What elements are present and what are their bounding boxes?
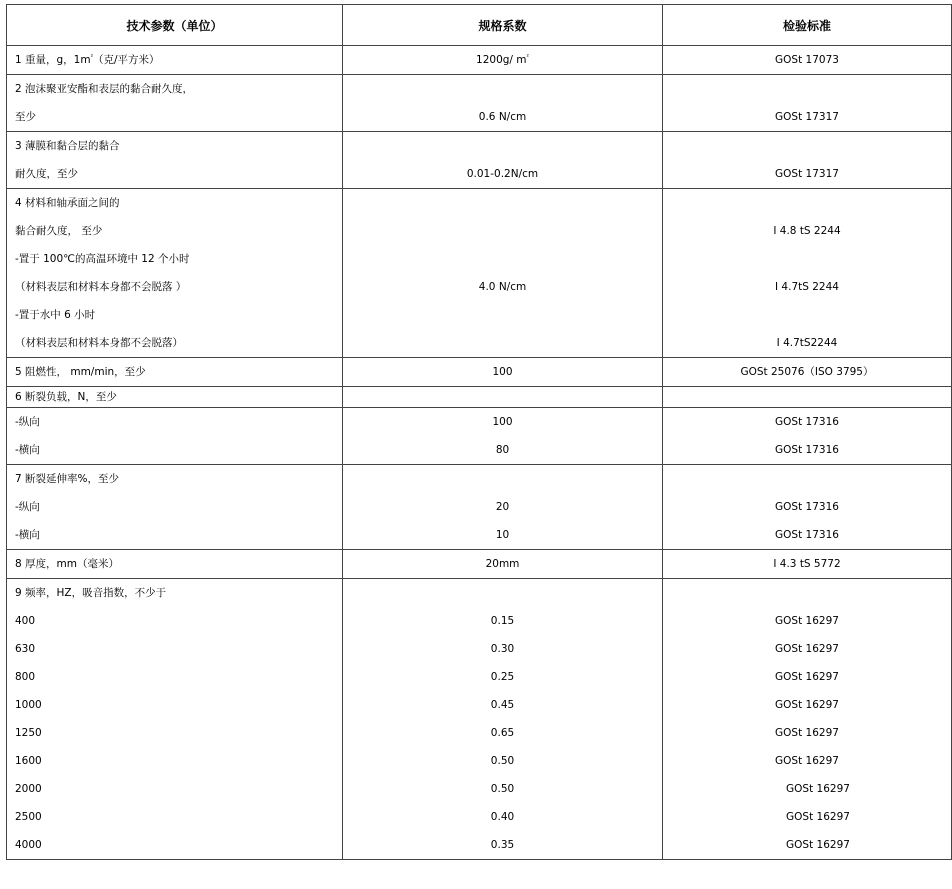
table-row bbox=[7, 132, 952, 189]
cell-line: 耐久度，至少 bbox=[15, 168, 78, 180]
table-row bbox=[7, 46, 952, 75]
cell-line: （材料表层和材料本身都不会脱落 ） bbox=[15, 281, 187, 293]
table-row bbox=[7, 75, 952, 132]
cell-line: -置于 100℃的高温环境中 12 个小时 bbox=[15, 253, 190, 265]
cell-line: 7 断裂延伸率%，至少 bbox=[15, 473, 119, 485]
parameter-cell bbox=[7, 579, 343, 860]
table-row bbox=[7, 189, 952, 358]
superscript: ² bbox=[90, 53, 93, 61]
cell-line: -横向 bbox=[15, 529, 40, 541]
cell-line: 5 阻燃性， mm/min，至少 bbox=[15, 366, 146, 378]
parameter-cell bbox=[7, 387, 343, 408]
cell-line bbox=[663, 579, 951, 607]
superscript: ² bbox=[526, 53, 529, 61]
specification-cell bbox=[343, 387, 663, 408]
cell-line: GOSt 16297 bbox=[786, 783, 850, 795]
cell-line: GOSt 17316 bbox=[775, 501, 839, 513]
specification-cell bbox=[343, 579, 663, 860]
cell-line bbox=[343, 301, 662, 329]
parameter-cell bbox=[7, 550, 343, 579]
cell-line bbox=[663, 132, 951, 160]
cell-line: -纵向 bbox=[15, 501, 40, 513]
cell-line bbox=[343, 189, 662, 217]
cell-line: 0.35 bbox=[490, 839, 515, 851]
specification-cell bbox=[343, 46, 663, 75]
cell-line: GOSt 16297 bbox=[775, 727, 839, 739]
cell-line: 100 bbox=[492, 366, 513, 378]
cell-line bbox=[663, 301, 951, 329]
cell-line: GOSt 16297 bbox=[786, 839, 850, 851]
standard-cell bbox=[663, 358, 952, 387]
standard-cell bbox=[663, 387, 952, 408]
specification-cell bbox=[343, 358, 663, 387]
cell-line bbox=[343, 329, 662, 357]
cell-line: 3 薄膜和黏合层的黏合 bbox=[15, 140, 120, 152]
standard-cell bbox=[663, 579, 952, 860]
cell-line bbox=[343, 217, 662, 245]
table-row bbox=[7, 387, 952, 408]
cell-line: 至少 bbox=[15, 111, 36, 123]
cell-line: 4.0 N/cm bbox=[478, 281, 527, 293]
cell-line: 0.45 bbox=[490, 699, 515, 711]
specification-cell bbox=[343, 132, 663, 189]
cell-line: 0.50 bbox=[490, 755, 515, 767]
parameter-cell bbox=[7, 189, 343, 358]
cell-line: 100 bbox=[492, 416, 513, 428]
cell-line: GOSt 16297 bbox=[775, 755, 839, 767]
cell-line: 0.6 N/cm bbox=[478, 111, 527, 123]
cell-line bbox=[343, 579, 662, 607]
cell-line: GOSt 17317 bbox=[775, 168, 839, 180]
header-row bbox=[7, 5, 952, 46]
standard-cell bbox=[663, 408, 952, 465]
cell-line: 0.40 bbox=[490, 811, 515, 823]
cell-line: 10 bbox=[495, 529, 510, 541]
header-standard: 检验标准 bbox=[663, 5, 952, 46]
parameter-cell bbox=[7, 75, 343, 132]
cell-line: 2500 bbox=[15, 811, 42, 823]
cell-line: 20 bbox=[495, 501, 510, 513]
table-row bbox=[7, 408, 952, 465]
table-row bbox=[7, 465, 952, 550]
cell-line: GOSt 17316 bbox=[775, 416, 839, 428]
parameter-cell bbox=[7, 408, 343, 465]
text-fragment: 1 重量，g，1m bbox=[15, 54, 91, 66]
cell-line: GOSt 25076（ISO 3795） bbox=[740, 366, 874, 378]
cell-line bbox=[343, 132, 662, 160]
cell-line bbox=[663, 387, 951, 407]
cell-line: 4000 bbox=[15, 839, 42, 851]
cell-line: 20mm bbox=[485, 558, 520, 570]
cell-line: I 4.7tS 2244 bbox=[775, 281, 839, 293]
cell-line: GOSt 17316 bbox=[775, 529, 839, 541]
cell-line: 0.65 bbox=[490, 727, 515, 739]
cell-line: 0.30 bbox=[490, 643, 515, 655]
standard-cell bbox=[663, 75, 952, 132]
cell-line: 0.01-0.2N/cm bbox=[466, 168, 539, 180]
specification-cell bbox=[343, 465, 663, 550]
cell-line: GOSt 16297 bbox=[775, 671, 839, 683]
specification-cell bbox=[343, 189, 663, 358]
header-specification: 规格系数 bbox=[343, 5, 663, 46]
cell-line: 9 频率，HZ，吸音指数，不少于 bbox=[15, 587, 167, 599]
cell-line: 0.25 bbox=[490, 671, 515, 683]
standard-cell bbox=[663, 132, 952, 189]
table-row bbox=[7, 358, 952, 387]
standard-cell bbox=[663, 46, 952, 75]
parameter-cell bbox=[7, 46, 343, 75]
header-parameter: 技术参数（单位） bbox=[7, 5, 343, 46]
cell-line: 黏合耐久度， 至少 bbox=[15, 225, 103, 237]
cell-line: 6 断裂负载，N，至少 bbox=[15, 391, 117, 403]
standard-cell bbox=[663, 550, 952, 579]
cell-line: GOSt 17317 bbox=[775, 111, 839, 123]
text-fragment: （克/平方米） bbox=[93, 54, 160, 66]
cell-line: -横向 bbox=[15, 444, 40, 456]
cell-line: 800 bbox=[15, 671, 36, 683]
cell-line: 80 bbox=[495, 444, 510, 456]
specification-cell bbox=[343, 75, 663, 132]
parameter-cell bbox=[7, 358, 343, 387]
specification-cell bbox=[343, 550, 663, 579]
cell-line: -置于水中 6 小时 bbox=[15, 309, 96, 321]
standard-cell bbox=[663, 189, 952, 358]
cell-line: 0.50 bbox=[490, 783, 515, 795]
table-row bbox=[7, 550, 952, 579]
cell-line: 1600 bbox=[15, 755, 42, 767]
cell-line bbox=[663, 245, 951, 273]
cell-line: 2000 bbox=[15, 783, 42, 795]
cell-line: -纵向 bbox=[15, 416, 40, 428]
cell-line: GOSt 17073 bbox=[775, 54, 839, 66]
cell-line: 2 泡沫聚亚安酯和表层的黏合耐久度， bbox=[15, 83, 194, 95]
cell-line bbox=[343, 245, 662, 273]
cell-line: 1250 bbox=[15, 727, 42, 739]
cell-line: I 4.3 tS 5772 bbox=[773, 558, 841, 570]
cell-line: GOSt 17316 bbox=[775, 444, 839, 456]
cell-line bbox=[7, 46, 342, 74]
cell-line: GOSt 16297 bbox=[775, 699, 839, 711]
cell-line bbox=[343, 465, 662, 493]
cell-line: 630 bbox=[15, 643, 36, 655]
cell-line: I 4.7tS2244 bbox=[776, 337, 838, 349]
cell-line: 400 bbox=[15, 615, 36, 627]
cell-line: 0.15 bbox=[490, 615, 515, 627]
parameter-cell bbox=[7, 465, 343, 550]
cell-line bbox=[663, 189, 951, 217]
parameter-cell bbox=[7, 132, 343, 189]
cell-line: GOSt 16297 bbox=[786, 811, 850, 823]
cell-line: GOSt 16297 bbox=[775, 615, 839, 627]
cell-line: I 4.8 tS 2244 bbox=[773, 225, 841, 237]
cell-line bbox=[663, 75, 951, 103]
text-fragment: 1200g/ m bbox=[476, 54, 527, 66]
table-row bbox=[7, 579, 952, 860]
cell-line bbox=[343, 75, 662, 103]
cell-line bbox=[343, 387, 662, 407]
cell-line: 1000 bbox=[15, 699, 42, 711]
standard-cell bbox=[663, 465, 952, 550]
cell-line: 4 材料和轴承面之间的 bbox=[15, 197, 120, 209]
cell-line: （材料表层和材料本身都不会脱落） bbox=[15, 337, 183, 349]
cell-line bbox=[343, 46, 662, 74]
cell-line: 8 厚度，mm（毫米） bbox=[15, 558, 119, 570]
spec-table bbox=[6, 4, 952, 860]
cell-line bbox=[663, 465, 951, 493]
specification-cell bbox=[343, 408, 663, 465]
cell-line: GOSt 16297 bbox=[775, 643, 839, 655]
